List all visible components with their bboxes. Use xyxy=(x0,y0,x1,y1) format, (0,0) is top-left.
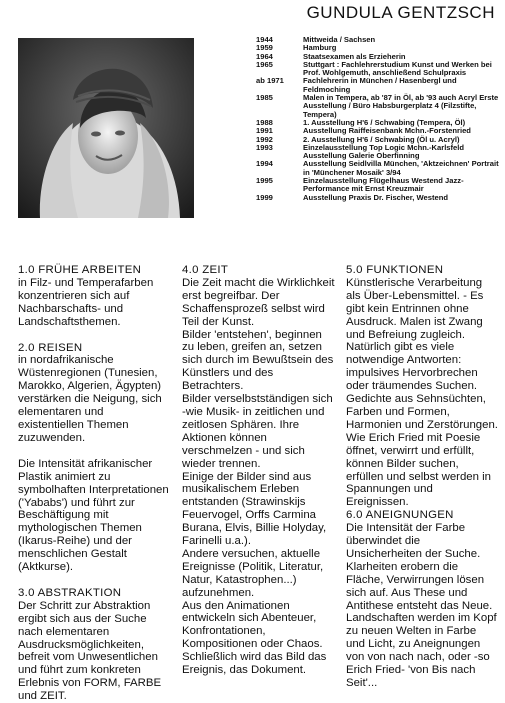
paragraph: Aus den Animationen entwickeln sich Abenteuer, Konfrontationen, Kompositionen oder Chaos. Schließlich wird das Bild das Ereignis, das Dokument. xyxy=(182,599,327,677)
heading-funktionen: 5.0 FUNKTIONEN xyxy=(346,264,444,276)
column-1 xyxy=(18,264,172,703)
bio-entry xyxy=(256,160,501,177)
bio-text: 1. Ausstellung H'6 / Schwabing (Tempera, Öl) xyxy=(303,117,466,127)
paragraph: in Filz- und Temperafarben konzentrieren sich auf Nachbarschafts- und Landschaftsthemen. xyxy=(18,276,154,328)
bio-year: 1993 xyxy=(256,142,273,152)
paragraph: Andere versuchen, aktuelle Ereignisse (Politik, Literatur, Natur, Katastrophen...) aufzunehmen. xyxy=(182,547,324,599)
bio-entry xyxy=(256,194,501,202)
bio-entry xyxy=(256,36,501,44)
bio-entry xyxy=(256,94,501,119)
bio-entry xyxy=(256,144,501,161)
heading-fruehe-arbeiten: 1.0 FRÜHE ARBEITEN xyxy=(18,264,142,276)
heading-reisen: 2.0 REISEN xyxy=(18,341,83,354)
bio-entry xyxy=(256,177,501,194)
bio-text: Fachlehrerin in München / Hasenbergl und Feldmoching xyxy=(303,76,457,94)
bio-year: ab 1971 xyxy=(256,76,284,86)
paragraph: Die Zeit macht die Wirklichkeit erst begreifbar. Der Schaffensprozeß selbst wird Teil der Kunst. xyxy=(182,276,335,328)
bio-text: Staatsexamen als Erzieherin xyxy=(303,51,406,61)
bio-text: Malen in Tempera, ab '87 in Öl, ab '93 auch Acryl Erste Ausstellung / Büro Habsburgerplatz 4 (Filzstifte, Tempera) xyxy=(303,93,499,119)
bio-text: Einzelausstellung Top Logic Mchn.-Karlsfeld Ausstellung Galerie Oberfinning xyxy=(303,142,465,161)
bio-year: 1995 xyxy=(256,176,273,186)
bio-text: Einzelausstellung Flügelhaus Westend Jazz-Performance mit Ernst Kreuzmair xyxy=(303,176,464,194)
bio-year: 1994 xyxy=(256,159,273,169)
bio-year: 1985 xyxy=(256,93,273,103)
artist-name: GUNDULA GENTZSCH xyxy=(306,3,495,22)
column-2 xyxy=(182,264,337,677)
bio-text: Stuttgart : Fachlehrerstudium Kunst und Werken bei Prof. Wohlgemuth, anschließend Schulpraxis xyxy=(303,59,492,78)
paragraph: Die Intensität der Farbe überwindet die Unsicherheiten der Suche. Klarheiten erobern die Fläche, Verwirrungen lösen sich auf. Aus These und Antithese entsteht das Neue. Landschaften werden im Kopf zu neuen Welten in Farbe und Licht, zu Aneignungen von von nach nach, oder -so Erich Fried- 'von Bis nach Seit'... xyxy=(346,522,497,689)
heading-aneignungen: 6.0 ANEIGNUNGEN xyxy=(346,509,454,522)
bio-text: Ausstellung Seidlvilla München, 'Aktzeichnen' Portrait in 'Münchener Mosaik' 3/94 xyxy=(303,159,499,177)
paragraph: Bilder verselbstständigen sich -wie Musik- in zeitlichen und zeitlosen Sphären. Ihre Aktionen können verschmelzen - und sich wieder trennen. xyxy=(182,393,333,470)
heading-zeit: 4.0 ZEIT xyxy=(182,264,229,276)
bio-text: Hamburg xyxy=(303,43,337,53)
bio-year: 1959 xyxy=(256,43,273,53)
paragraph: in nordafrikanische Wüstenregionen (Tunesien, Marokko, Algerien, Ägypten) verstärken die Neigung, sich elementaren und existentiellen Themen zuzuwenden. xyxy=(18,354,162,444)
artist-portrait-photo xyxy=(18,38,194,218)
bio-text: Ausstellung Praxis Dr. Fischer, Westend xyxy=(303,192,449,202)
biography-list xyxy=(256,36,501,202)
bio-year: 1988 xyxy=(256,117,273,127)
bio-text: 2. Ausstellung H'6 / Schwabing (Öl u. Acryl) xyxy=(303,134,460,144)
heading-abstraktion: 3.0 ABSTRAKTION xyxy=(18,586,122,599)
bio-text: Mittweida / Sachsen xyxy=(303,35,376,44)
bio-text: Ausstellung Raiffeisenbank Mchn.-Forstenried xyxy=(303,126,471,136)
paragraph: Der Schritt zur Abstraktion ergibt sich aus der Suche nach elementaren Ausdrucksmöglichkeiten, befreit vom Unwesentlichen und führt zum konkreten Erlebnis von FORM, FARBE und ZEIT. xyxy=(18,599,162,703)
bio-entry xyxy=(256,77,501,94)
bio-year: 1964 xyxy=(256,51,273,61)
bio-year: 1944 xyxy=(256,35,273,44)
paragraph: Die Intensität afrikanischer Plastik animiert zu symbolhaften Interpretationen ('Yababs') und führt zur Beschäftigung mit mythologischen Themen (Ikarus-Reihe) und der menschlichen Gestalt (Aktkurse). xyxy=(18,457,169,574)
paragraph: Einige der Bilder sind aus musikalischem Erleben entstanden (Strawinskijs Feuervogel, Orffs Carmina Burana, Elvis, Billie Holyday, Farinelli u.a.). xyxy=(182,470,327,548)
paragraph: Bilder 'entstehen', beginnen zu leben, greifen an, setzen sich durch im Bewußtsein des Künstlers und des Betrachters. xyxy=(182,328,334,393)
bio-year: 1991 xyxy=(256,126,273,136)
column-3 xyxy=(346,264,498,690)
bio-year: 1992 xyxy=(256,134,273,144)
bio-year: 1999 xyxy=(256,192,273,202)
bio-year: 1965 xyxy=(256,59,273,69)
bio-entry xyxy=(256,61,501,78)
paragraph: Künstlerische Verarbeitung als Über-Lebensmittel. - Es gibt kein Entrinnen ohne Ausdruck. Malen ist Zwang und Befreiung zugleich. Natürlich gibt es viele notwendige Antworten: impulsives Hervorbrechen oder träumendes Suchen. Gedichte aus Sehnsüchten, Farben und Formen, Harmonien und Zerstörungen. Wie Erich Fried mit Poesie öffnet, verwirrt und erfüllt, können Bilder suchen, erfüllen und selbst werden in Spannungen und Ereignissen. xyxy=(346,276,498,509)
